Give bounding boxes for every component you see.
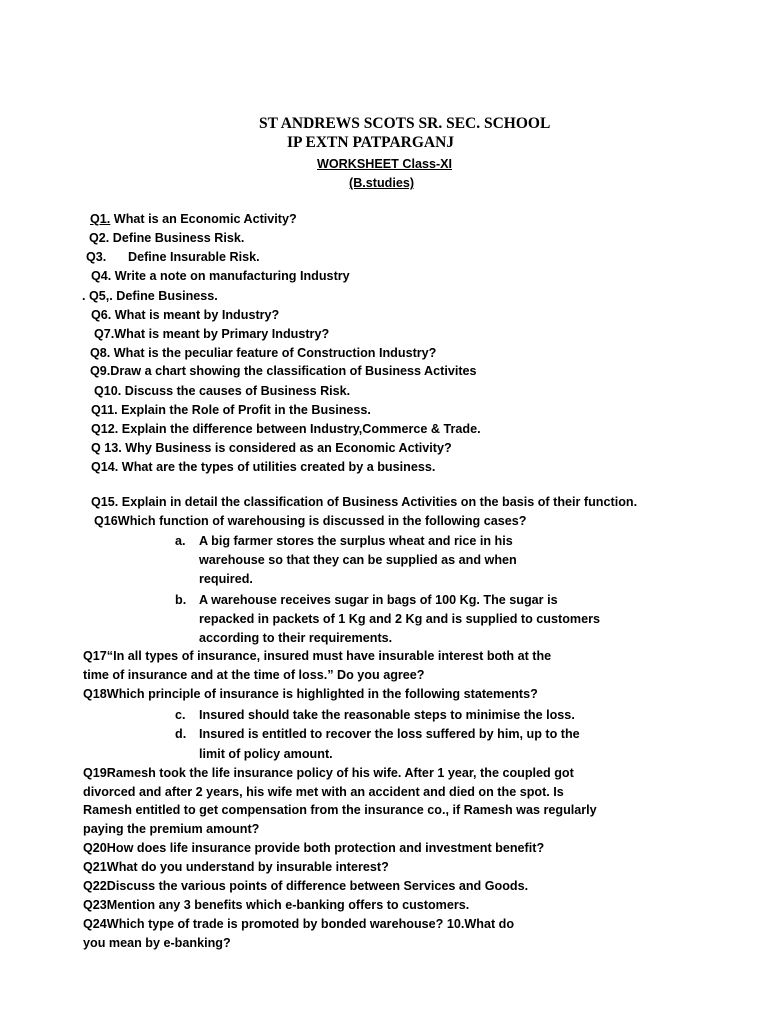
question-19-line-4: paying the premium amount? [83, 822, 260, 836]
subject-title: (B.studies) [349, 176, 415, 190]
question-22: Q22Discuss the various points of difference between Services and Goods. [83, 879, 529, 893]
question-19-line-3: Ramesh entitled to get compensation from the insurance co., if Ramesh was regularly [83, 803, 597, 817]
question-15: Q15. Explain in detail the classification of Business Activities on the basis of their function. [91, 495, 638, 509]
question-9: Q9.Draw a chart showing the classification of Business Activites [90, 364, 477, 378]
question-5: . Q5,. Define Business. [82, 289, 218, 303]
question-16a [175, 533, 513, 549]
question-2: Q2. Define Business Risk. [89, 231, 245, 245]
question-18d-line-2: limit of policy amount. [199, 747, 333, 761]
question-16: Q16Which function of warehousing is discussed in the following cases? [94, 514, 527, 528]
question-1-text: What is an Economic Activity? [110, 212, 297, 226]
question-23: Q23Mention any 3 benefits which e-banking offers to customers. [83, 898, 470, 912]
worksheet-title: WORKSHEET Class-XI [317, 157, 453, 171]
question-18c [175, 707, 575, 723]
question-17-line-2: time of insurance and at the time of loss.” Do you agree? [83, 668, 425, 682]
school-branch: IP EXTN PATPARGANJ [287, 134, 455, 151]
question-24-line-2: you mean by e-banking? [83, 936, 231, 950]
question-16a-line-3: required. [199, 572, 253, 586]
question-17-line-1: Q17“In all types of insurance, insured must have insurable interest both at the [83, 649, 552, 663]
question-12: Q12. Explain the difference between Industry,Commerce & Trade. [91, 422, 481, 436]
question-8: Q8. What is the peculiar feature of Construction Industry? [90, 346, 437, 360]
question-18c-label: c. [175, 708, 186, 722]
question-24-line-1: Q24Which type of trade is promoted by bonded warehouse? 10.What do [83, 917, 515, 931]
question-7: Q7.What is meant by Primary Industry? [94, 327, 330, 341]
question-16a-line-2: warehouse so that they can be supplied as and when [199, 553, 517, 567]
question-1 [90, 211, 297, 227]
question-16b-line-3: according to their requirements. [199, 631, 393, 645]
question-10: Q10. Discuss the causes of Business Risk. [94, 384, 351, 398]
question-16b-label: b. [175, 593, 187, 607]
question-21: Q21What do you understand by insurable interest? [83, 860, 389, 874]
question-4: Q4. Write a note on manufacturing Industry [91, 269, 350, 283]
school-name: ST ANDREWS SCOTS SR. SEC. SCHOOL [259, 115, 551, 132]
question-16b-line-1: A warehouse receives sugar in bags of 100 Kg. The sugar is [199, 593, 558, 607]
question-14: Q14. What are the types of utilities created by a business. [91, 460, 436, 474]
question-11: Q11. Explain the Role of Profit in the Business. [91, 403, 371, 417]
question-18d-line-1: Insured is entitled to recover the loss suffered by him, up to the [199, 727, 580, 741]
question-3 [86, 249, 260, 265]
question-18: Q18Which principle of insurance is highlighted in the following statements? [83, 687, 538, 701]
question-6: Q6. What is meant by Industry? [91, 308, 280, 322]
question-18d-label: d. [175, 727, 187, 741]
question-16b [175, 592, 558, 608]
question-18d [175, 726, 580, 742]
question-18c-line-1: Insured should take the reasonable steps to minimise the loss. [199, 708, 575, 722]
question-20: Q20How does life insurance provide both protection and investment benefit? [83, 841, 545, 855]
question-3-number: Q3. [86, 250, 107, 264]
question-16b-line-2: repacked in packets of 1 Kg and 2 Kg and is supplied to customers [199, 612, 601, 626]
question-19-line-2: divorced and after 2 years, his wife met with an accident and died on the spot. Is [83, 785, 564, 799]
question-3-text: Define Insurable Risk. [128, 250, 260, 264]
question-16a-label: a. [175, 534, 186, 548]
question-19-line-1: Q19Ramesh took the life insurance policy of his wife. After 1 year, the coupled got [83, 766, 574, 780]
question-1-number: Q1. [90, 212, 111, 226]
question-16a-line-1: A big farmer stores the surplus wheat and rice in his [199, 534, 513, 548]
question-13: Q 13. Why Business is considered as an Economic Activity? [91, 441, 452, 455]
